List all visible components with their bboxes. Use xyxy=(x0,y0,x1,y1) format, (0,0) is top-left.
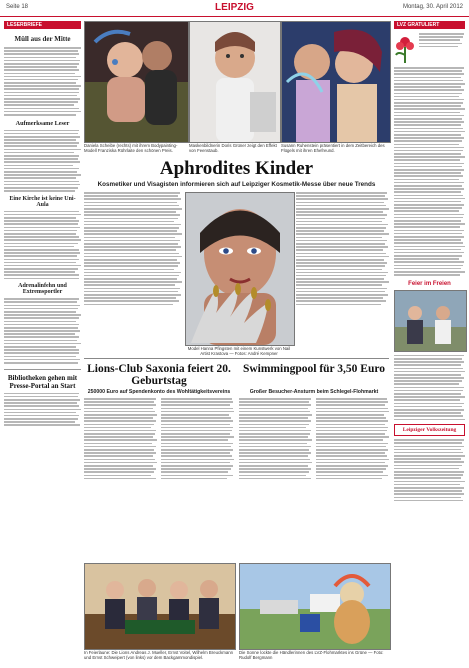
photo-feier xyxy=(394,290,467,352)
lions-caption: In Feierlaune: Die Lions Andreas J. Mueller, Ernst Voitel, Wilhelm Breuckmann und Ernst Schweipert (von links) vor dem Backgammondispiel. xyxy=(84,650,234,661)
photo-bodypainting-svg xyxy=(85,22,188,142)
caption-1: Daniela Scheibe (rechts) mit ihrem Bodypainting-Modell Franziska Rührlaite den schönen Preis. xyxy=(84,143,178,154)
left-heading-2: Aufmerksame Leser xyxy=(15,119,70,127)
photo-fluegel-svg xyxy=(282,22,390,142)
issue-date: Montag, 30. April 2012 xyxy=(402,4,463,10)
photo-flohmarkt xyxy=(239,563,391,650)
photo-fluegel xyxy=(281,21,391,143)
pool-text xyxy=(239,398,389,481)
page-number: Seite 18 xyxy=(6,4,29,10)
brand-box: Leipziger Volkszeitung xyxy=(394,424,465,436)
left-tab: LESERBRIEFE xyxy=(4,21,81,29)
left-bottom-title: Bibliotheken gehen mit Presse-Portal an Start xyxy=(7,373,78,390)
left-text-block-4 xyxy=(4,298,81,363)
photo-bodypainting xyxy=(84,21,189,143)
left-column xyxy=(4,21,81,428)
article-col-1 xyxy=(84,192,182,307)
caption-2: Maskenbildnerin Doris Grüner zeigt den Effekt von Feenstaub. xyxy=(189,143,277,154)
caption-3: Susann Ruhenstein präsentiert in dem Zeitbereich des Flügels mit ihren Ehefreund. xyxy=(281,143,385,154)
pool-caption: Die Sonne lockte die Händlerinnen des LVZ-Flohmarktes ins Grüne — Foto: Rudolf Bergmann xyxy=(239,650,384,661)
right-column xyxy=(394,21,465,503)
center-caption: Model Hanna Pfingsten mit einem Kunstwerk von Nail Artist Krastova — Fotos: André Kempner xyxy=(187,346,291,357)
left-text-block-3 xyxy=(4,211,81,280)
left-heading-4: Adrenalinfehn und Extremsportler xyxy=(18,283,67,296)
left-text-block-2 xyxy=(4,130,81,192)
photo-feenstaub-svg xyxy=(190,22,280,142)
photo-lions-svg xyxy=(85,564,235,649)
photo-flohmarkt-svg xyxy=(240,564,390,649)
pool-subhead: Großer Besucher-Ansturm beim Schlegel-Flohmarkt xyxy=(249,389,379,395)
left-text-block-5 xyxy=(4,393,81,426)
flower-block xyxy=(394,33,465,63)
left-text-block-1 xyxy=(4,47,81,116)
article-col-3 xyxy=(296,192,389,307)
main-column xyxy=(84,21,389,661)
right-text-block-1 xyxy=(394,67,465,276)
lions-subhead: 250000 Euro auf Spendenkonto des Wohltätigkeitsvereins xyxy=(87,389,231,395)
photo-nailart-model xyxy=(185,192,295,346)
lions-text xyxy=(84,398,234,481)
section-title: LEIPZIG xyxy=(215,2,254,13)
main-headline: Aphrodites Kinder xyxy=(159,158,314,179)
pool-headline: Swimmingpool für 3,50 Euro xyxy=(242,363,386,375)
right-text-block-3 xyxy=(394,439,465,501)
photo-feenstaub xyxy=(189,21,281,143)
photo-nailart-svg xyxy=(186,193,294,345)
photo-lions xyxy=(84,563,236,650)
right-tab: LVZ GRATULIERT xyxy=(394,21,465,29)
left-heading-3: Eine Kirche ist keine Uni-Aula xyxy=(9,195,76,208)
main-subhead: Kosmetiker und Visagisten informieren sich auf Leipziger Kosmetik-Messe über neue Trends xyxy=(97,181,376,188)
lions-headline: Lions-Club Saxonia feiert 20. Geburtstag xyxy=(87,363,231,387)
right-section-title: Feier im Freien xyxy=(408,280,451,287)
photo-feier-svg xyxy=(395,291,466,351)
left-heading-1: Müll aus der Mitte xyxy=(14,35,71,43)
flower-icon xyxy=(394,33,416,63)
right-text-block-2 xyxy=(394,355,465,420)
page-header xyxy=(0,0,469,17)
section-divider xyxy=(84,358,389,359)
